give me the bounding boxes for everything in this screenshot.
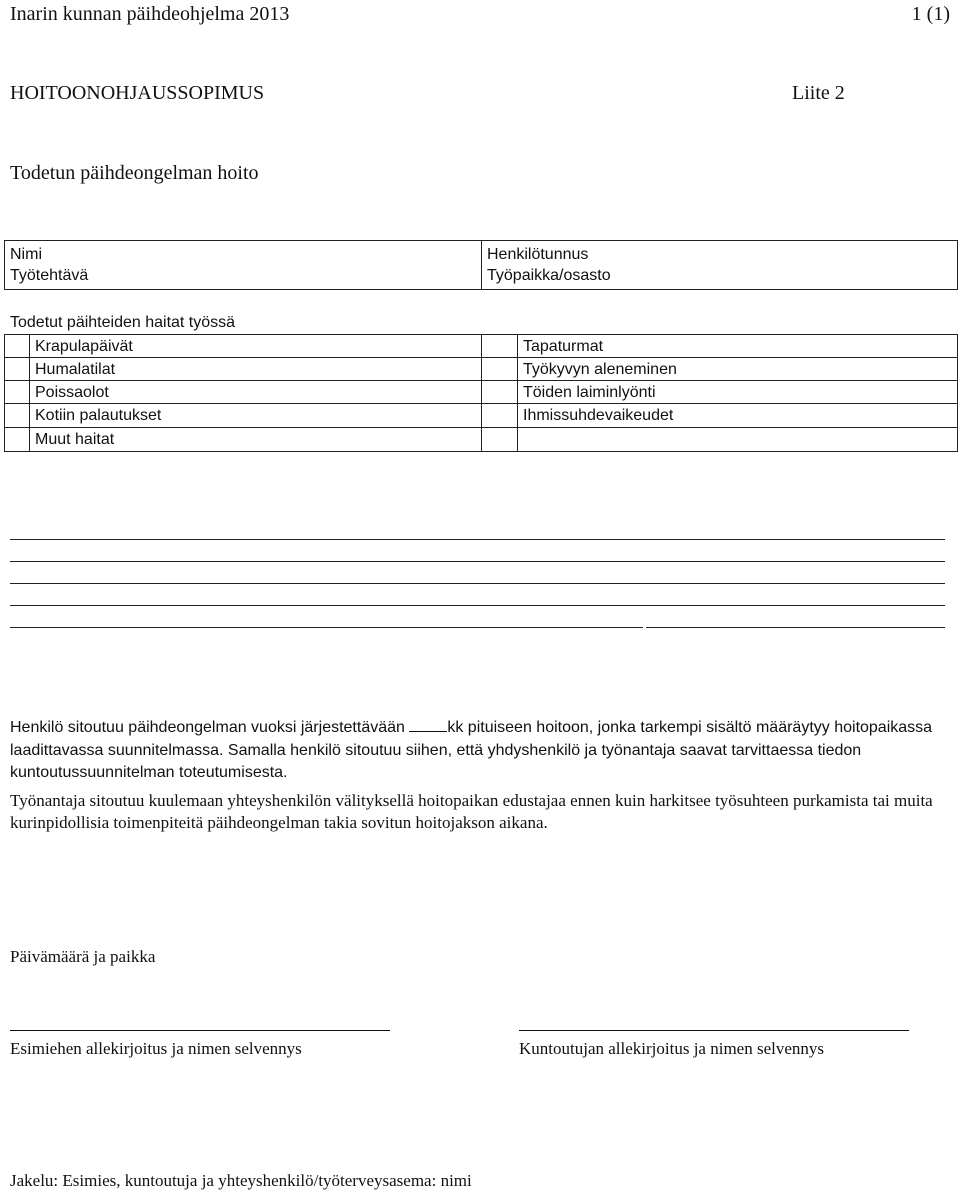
- harms-right-checkbox-column: [517, 334, 518, 452]
- agreement-paragraph-2: Työnantaja sitoutuu kuulemaan yhteyshenkilön välityksellä hoitopaikan edustajaa ennen kuin harkitsee työsuhteen purkamista tai muita kurinpidollisia toimenpiteitä päihdeongelman takia sovitun hoitojakson aikana.: [10, 791, 933, 832]
- harms-row-divider: [4, 357, 958, 358]
- rehabilitee-signature-line[interactable]: [519, 1030, 909, 1031]
- harm-accidents: Tapaturmat: [523, 338, 604, 355]
- writing-line[interactable]: [10, 539, 945, 540]
- name-field-label: Nimi: [10, 246, 42, 263]
- writing-line[interactable]: [646, 627, 945, 628]
- form-title: HOITOONOHJAUSSOPIMUS: [10, 82, 265, 104]
- harms-row-divider: [4, 380, 958, 381]
- job-field-label: Työtehtävä: [10, 267, 89, 284]
- writing-line[interactable]: [10, 583, 945, 584]
- harm-reduced-capacity: Työkyvyn aleneminen: [523, 361, 677, 378]
- page-number: 1 (1): [911, 3, 950, 25]
- harm-other: Muut haitat: [35, 431, 115, 448]
- distribution-note: Jakelu: Esimies, kuntoutuja ja yhteyshenkilö/työterveysasema: nimi: [10, 1171, 472, 1190]
- agreement-text-start: Henkilö sitoutuu päihdeongelman vuoksi järjestettävään: [10, 719, 410, 736]
- supervisor-signature-label: Esimiehen allekirjoitus ja nimen selvennys: [10, 1039, 302, 1058]
- supervisor-signature-line[interactable]: [10, 1030, 390, 1031]
- date-place-label: Päivämäärä ja paikka: [10, 947, 156, 966]
- harm-hangover-days: Krapulapäivät: [35, 338, 133, 355]
- harm-relationship-problems: Ihmissuhdevaikeudet: [523, 407, 674, 424]
- harms-heading: Todetut päihteiden haitat työssä: [10, 314, 236, 331]
- agreement-text-end: kk pituiseen hoitoon, jonka tarkempi sisältö määräytyy hoitopaikassa laadittavassa suunnitelmassa. Samalla henkilö sitoutuu siihen, että yhdyshenkilö ja työnantaja saavat tarvittaessa tiedon kuntoutussuunnitelman toteutumisesta.: [10, 719, 933, 781]
- id-field-label: Henkilötunnus: [487, 246, 589, 263]
- harm-neglect-of-work: Töiden laiminlyönti: [523, 384, 656, 401]
- rehabilitee-signature-label: Kuntoutujan allekirjoitus ja nimen selvennys: [519, 1039, 825, 1058]
- workplace-field-label: Työpaikka/osasto: [487, 267, 611, 284]
- person-info-divider: [481, 240, 482, 290]
- treatment-months-blank[interactable]: [409, 717, 447, 732]
- harms-row-divider: [4, 427, 958, 428]
- document-title: Inarin kunnan päihdeohjelma 2013: [10, 3, 290, 25]
- harm-intoxication: Humalatilat: [35, 361, 116, 378]
- writing-line[interactable]: [10, 605, 945, 606]
- form-subtitle: Todetun päihdeongelman hoito: [10, 162, 259, 184]
- writing-line[interactable]: [10, 561, 945, 562]
- harms-left-checkbox-column: [29, 334, 30, 452]
- harm-sent-home: Kotiin palautukset: [35, 407, 162, 424]
- harms-center-divider: [481, 334, 482, 452]
- harm-absences: Poissaolot: [35, 384, 109, 401]
- writing-line[interactable]: [10, 627, 643, 628]
- attachment-label: Liite 2: [792, 82, 845, 104]
- agreement-paragraph-1: [10, 717, 945, 785]
